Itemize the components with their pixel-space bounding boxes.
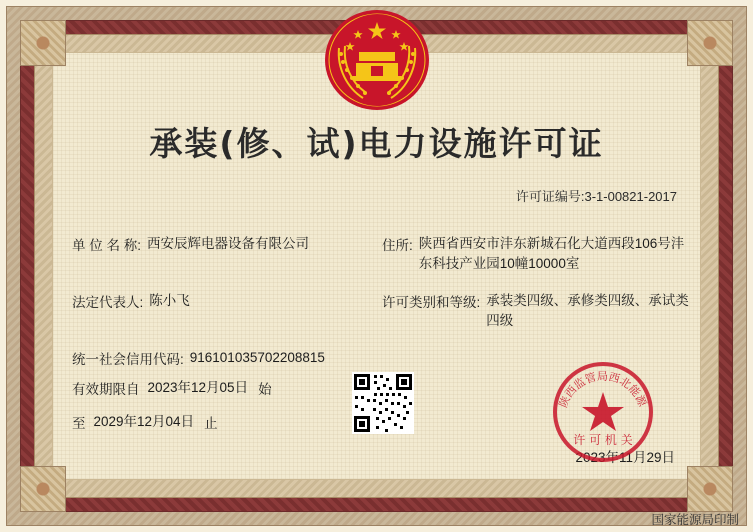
seal-text-top: 陕西监管局西北能源 <box>556 369 649 410</box>
field-license-class-label: 许可类别和等级: <box>382 295 481 311</box>
certificate-number-value: 3-1-00821-2017 <box>584 189 677 204</box>
field-address-value: 陕西省西安市沣东新城石化大道西段106号沣东科技产业园10幢10000室 <box>418 236 685 271</box>
field-license-class-value: 承装类四级、承修类四级、承试类四级 <box>486 293 689 328</box>
official-seal <box>549 358 657 466</box>
field-credit-code-value: 916101035702208815 <box>189 350 325 366</box>
field-license-class <box>382 291 693 330</box>
field-legal-rep-value: 陈小飞 <box>149 293 190 309</box>
field-credit-code <box>72 348 325 368</box>
field-row-2 <box>72 291 693 330</box>
validity-to-value: 2029年12月04日 <box>93 414 195 430</box>
field-address <box>382 234 693 273</box>
validity-period <box>72 378 272 446</box>
qr-code-icon <box>352 372 414 434</box>
certificate-number <box>516 186 677 205</box>
field-legal-rep-label: 法定代表人: <box>72 295 144 311</box>
seal-date: 2023年11月29日 <box>575 450 675 465</box>
validity-to-mark: 止 <box>204 416 218 431</box>
certificate-number-label: 许可证编号: <box>515 189 585 204</box>
field-credit-code-label: 统一社会信用代码: <box>72 352 184 368</box>
field-row-1 <box>72 234 693 273</box>
issuer-footer: 国家能源局印制 <box>651 513 739 527</box>
corner-ornament-bottom-right <box>687 466 733 512</box>
field-company-name-value: 西安辰辉电器设备有限公司 <box>147 236 310 251</box>
validity-from-row <box>72 378 272 398</box>
validity-from-label: 有效期限自 <box>72 382 140 397</box>
corner-ornament-top-right <box>687 20 733 66</box>
corner-ornament-top-left <box>20 20 66 66</box>
national-emblem-icon <box>323 8 431 112</box>
seal-text-bottom: 许 可 机 关 <box>573 433 633 447</box>
field-legal-rep <box>72 291 382 311</box>
validity-to-label: 至 <box>72 416 86 431</box>
field-company-name <box>72 234 382 254</box>
field-address-label: 住所: <box>382 238 413 253</box>
corner-ornament-bottom-left <box>20 466 66 512</box>
certificate-title: 承装(修、试)电力设施许可证 <box>149 124 604 163</box>
validity-to-row <box>72 412 272 432</box>
validity-from-mark: 始 <box>258 382 272 397</box>
validity-from-value: 2023年12月05日 <box>147 380 249 396</box>
field-company-name-label: 单 位 名 称: <box>72 238 142 253</box>
